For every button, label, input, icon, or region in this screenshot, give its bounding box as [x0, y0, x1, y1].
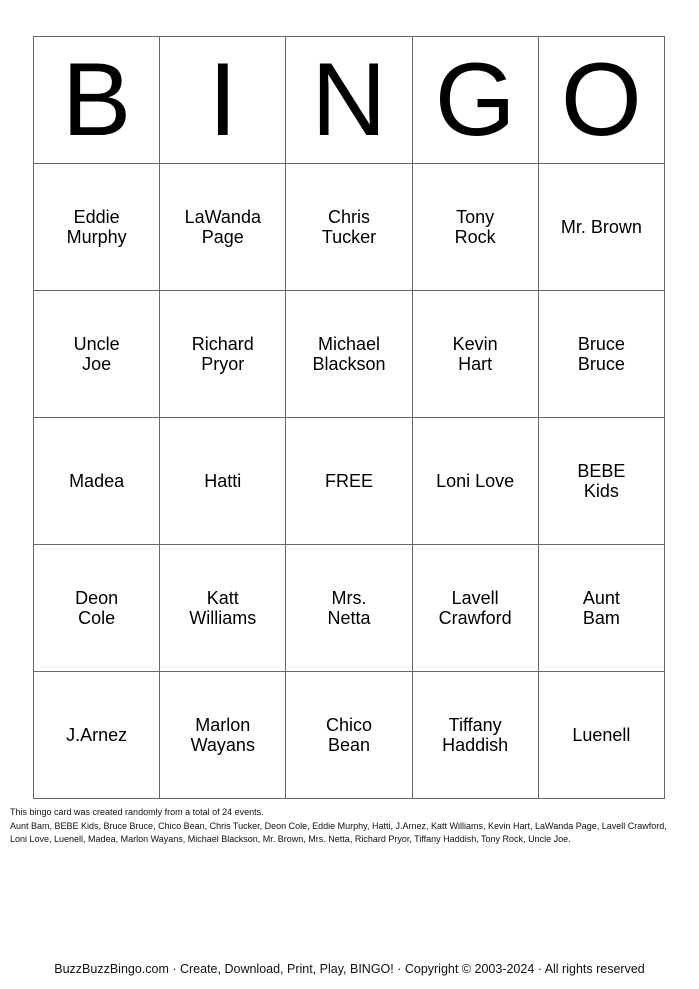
card-info: [10, 806, 670, 847]
bingo-cell: Marlon Wayans: [160, 672, 286, 799]
bingo-cell: Bruce Bruce: [538, 291, 664, 418]
bingo-cell: BEBE Kids: [538, 418, 664, 545]
bingo-cell: Michael Blackson: [286, 291, 412, 418]
bingo-cell: Kevin Hart: [412, 291, 538, 418]
bingo-row: [34, 291, 665, 418]
info-event-list: Aunt Bam, BEBE Kids, Bruce Bruce, Chico Bean, Chris Tucker, Deon Cole, Eddie Murphy, Hatti, J.Arnez, Katt Williams, Kevin Hart, LaWanda Page, Lavell Crawford, Loni Love, Luenell, Madea, Marlon Wayans, Michael Blackson, Mr. Brown, Mrs. Netta, Richard Pryor, Tiffany Haddish, Tony Rock, Uncle Joe.: [10, 820, 667, 844]
bingo-cell: Deon Cole: [34, 545, 160, 672]
bingo-cell: Uncle Joe: [34, 291, 160, 418]
bingo-cell: LaWanda Page: [160, 164, 286, 291]
bingo-cell: Loni Love: [412, 418, 538, 545]
bingo-cell: J.Arnez: [34, 672, 160, 799]
header-letter: I: [160, 37, 286, 164]
bingo-row: [34, 545, 665, 672]
bingo-row: [34, 418, 665, 545]
footer-copyright: BuzzBuzzBingo.com · Create, Download, Print, Play, BINGO! · Copyright © 2003-2024 · All rights reserved: [54, 962, 645, 976]
bingo-header-row: [34, 37, 665, 164]
free-space-cell: FREE: [286, 418, 412, 545]
bingo-cell: Mrs. Netta: [286, 545, 412, 672]
bingo-cell: Eddie Murphy: [34, 164, 160, 291]
bingo-cell: Mr. Brown: [538, 164, 664, 291]
bingo-cell: Chris Tucker: [286, 164, 412, 291]
bingo-row: [34, 672, 665, 799]
bingo-cell: Luenell: [538, 672, 664, 799]
bingo-cell: Tiffany Haddish: [412, 672, 538, 799]
info-summary: This bingo card was created randomly from a total of 24 events.: [10, 807, 264, 817]
bingo-cell: Richard Pryor: [160, 291, 286, 418]
bingo-row: [34, 164, 665, 291]
header-letter: N: [286, 37, 412, 164]
bingo-card: [33, 36, 665, 799]
header-letter: O: [538, 37, 664, 164]
bingo-cell: Katt Williams: [160, 545, 286, 672]
bingo-cell: Hatti: [160, 418, 286, 545]
bingo-cell: Aunt Bam: [538, 545, 664, 672]
bingo-cell: Chico Bean: [286, 672, 412, 799]
header-letter: G: [412, 37, 538, 164]
bingo-cell: Madea: [34, 418, 160, 545]
bingo-cell: Lavell Crawford: [412, 545, 538, 672]
header-letter: B: [34, 37, 160, 164]
bingo-cell: Tony Rock: [412, 164, 538, 291]
